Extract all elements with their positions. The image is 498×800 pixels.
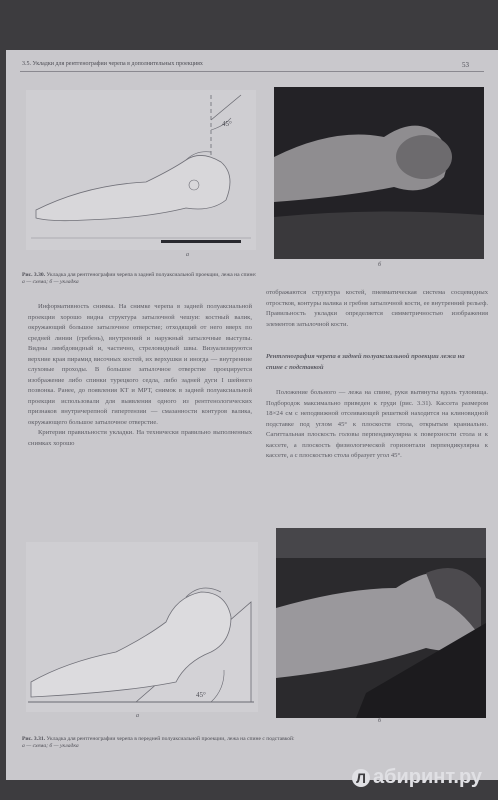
right-text-column-2	[266, 388, 488, 516]
page-number: 53	[462, 61, 469, 69]
patient-supine-sketch	[26, 90, 256, 250]
angle-label-330: 45°	[222, 120, 232, 128]
figure-330-caption	[22, 272, 482, 286]
labirint-watermark	[352, 766, 482, 789]
angle-label-331: 45°	[196, 691, 206, 699]
figure-331-caption-number: Рис. 3.31.	[22, 736, 46, 742]
figure-330a-drawing	[26, 90, 256, 250]
figure-331b-photo	[276, 528, 486, 718]
right-paragraph-1: отображаются структура костей, пневматическая система сосцевидных отростков, контуры валика и гребня затылочной кости, ее внутренний рельеф. Правильность укладки определяется симметричностью изображения элементов затылочной кости.	[266, 289, 488, 328]
figure-330-caption-number: Рис. 3.30.	[22, 272, 46, 278]
figure-330-caption-text: Укладка для рентгенографии черепа в задней полуаксиальной проекции, лежа на спине:	[46, 272, 257, 278]
book-page	[6, 50, 498, 780]
figure-331-caption	[22, 736, 482, 750]
left-text-column	[28, 302, 252, 550]
figure-331a-letter: а	[136, 713, 139, 719]
figure-330-caption-line2: а — схема; б — укладка	[22, 279, 79, 285]
figure-330a-letter: а	[186, 252, 189, 258]
figure-330b-photo	[274, 87, 484, 259]
patient-photo-331	[276, 528, 486, 718]
figure-331-caption-line2: а — схема; б — укладка	[22, 743, 79, 749]
section-subheading: Рентгенография черепа в задней полуаксиальной проекции лежа на спине с подставкой	[266, 353, 465, 371]
figure-331a-drawing	[26, 542, 258, 712]
left-paragraph-1: Информативность снимка. На снимке черепа в задней полуаксиальной проекции хорошо видна структура затылочной чешуи: костный валик, окружающий большое затылочное отверстие; отходящий от него вверх по средней линии (гребень), внутренний и наружный затылочные выступы. Видны лямбдовидный и, частично, стреловидный швы. Визуализируются верхние края пирамид височных костей, их верхушки и иногда — внутренние слуховые проходы. В большое затылочное отверстие проецируется изображение либо спинки турецкого седла, либо задней дуги I шейного позвонка. Ранее, до появления КТ и МРТ, снимок в задней полуаксиальной проекции использовали для выявления одного из рентгенологических признаков внутричерепной гипертензии — смазанности контуров валика, окружающего большое затылочное отверстие.	[28, 303, 252, 426]
right-paragraph-2: Положение больного — лежа на спине, руки вытянуты вдоль туловища. Подбородок максимально приведен к груди (рис. 3.31). Кассета размером 18×24 см с неподвижной отсеивающей решеткой находится на клиновидной подставке под углом 45° к плоскости стола, открытым краниально. Сагиттальная плоскость головы перпендикулярна к поверхности стола и к кассете, а плоскость физиологической горизонтали перпендикулярна к кассете, а с плоскостью стола образует угол 45°.	[266, 389, 488, 459]
watermark-text: абиринт.ру	[373, 766, 483, 788]
figure-330b-letter: б	[378, 262, 382, 268]
figure-331-caption-text: Укладка для рентгенографии черепа в передней полуаксиальной проекции, лежа на спине с подставкой:	[46, 736, 295, 742]
left-paragraph-2: Критерии правильности укладки. На технически правильно выполненных снимках хорошо	[28, 429, 252, 447]
patient-photo-330	[274, 87, 484, 259]
patient-wedge-sketch	[26, 542, 258, 712]
figure-331b-letter: б	[378, 718, 382, 724]
running-header-title: 3.5. Укладки для рентгенографии черепа в дополнительных проекциях	[22, 61, 203, 67]
labirint-logo-icon: Л	[352, 769, 370, 787]
right-text-column	[266, 288, 488, 328]
header-rule	[20, 71, 484, 72]
